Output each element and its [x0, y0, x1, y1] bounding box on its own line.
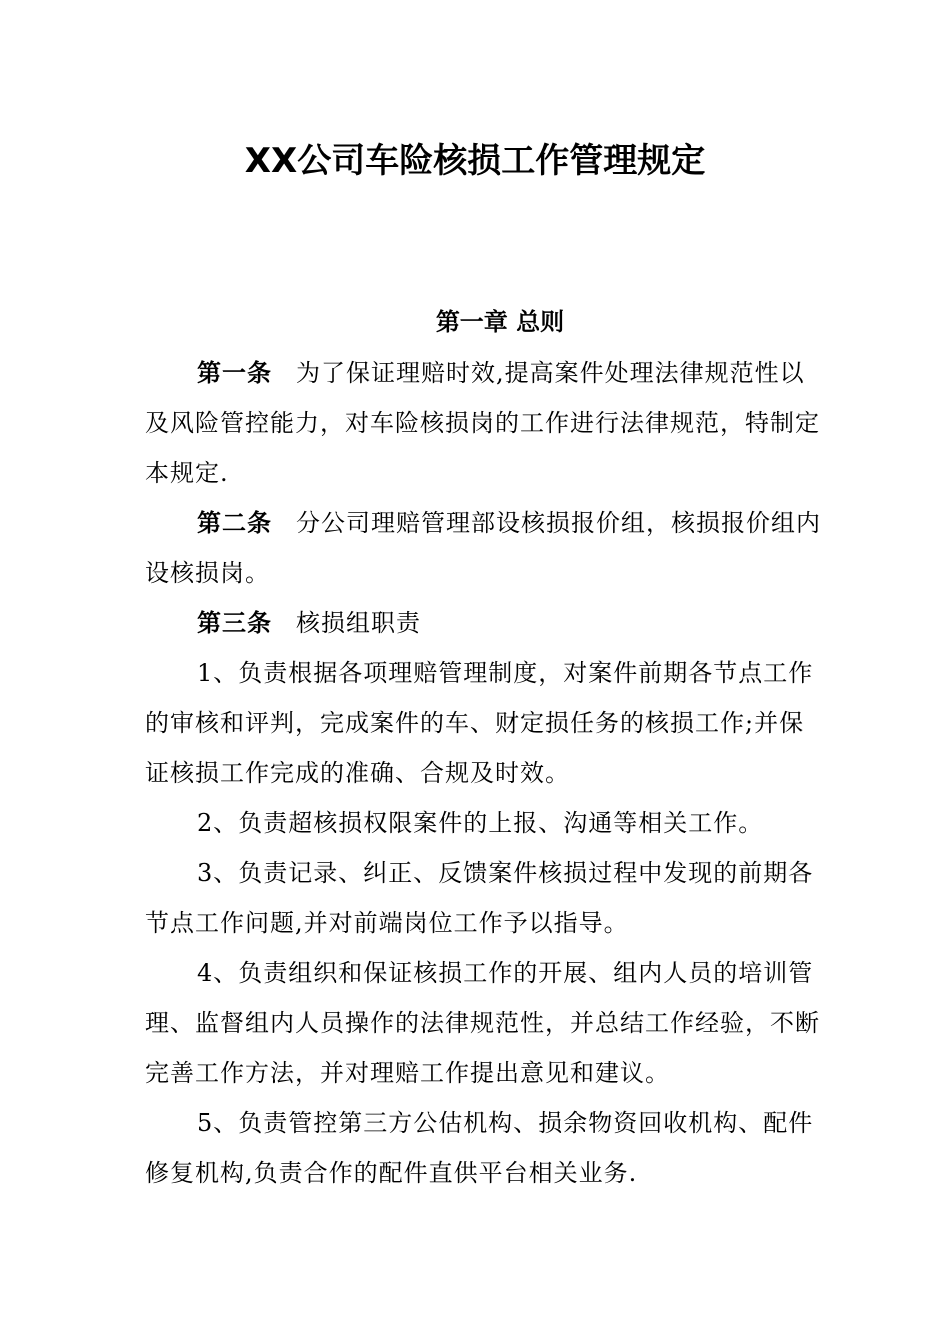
duty-item-3: 3、负责记录、纠正、反馈案件核损过程中发现的前期各节点工作问题,并对前端岗位工作予以指导。 — [145, 859, 814, 937]
article-label: 第一条 — [197, 359, 272, 387]
article-3 — [145, 598, 825, 648]
document-title: XX公司车险核损工作管理规定 — [244, 141, 706, 181]
chapter-heading: 第一章 总则 — [435, 308, 565, 336]
article-1 — [145, 348, 825, 498]
article-label: 第二条 — [197, 509, 272, 537]
duty-item-5: 5、负责管控第三方公估机构、损余物资回收机构、配件修复机构,负责合作的配件直供平台相关业务. — [145, 1109, 814, 1187]
article-text: 分公司理赔管理部设核损报价组，核损报价组内设核损岗。 — [145, 509, 821, 587]
duty-item-4: 4、负责组织和保证核损工作的开展、组内人员的培训管理、监督组内人员操作的法律规范性，并总结工作经验，不断完善工作方法，并对理赔工作提出意见和建议。 — [145, 959, 820, 1087]
article-text: 核损组职责 — [296, 609, 421, 637]
duty-item-1: 1、负责根据各项理赔管理制度，对案件前期各节点工作的审核和评判，完成案件的车、财定损任务的核损工作;并保证核损工作完成的准确、合规及时效。 — [145, 659, 814, 787]
document-body — [145, 348, 825, 1198]
article-2 — [145, 498, 825, 598]
article-label: 第三条 — [197, 609, 272, 637]
article-text: 为了保证理赔时效,提高案件处理法律规范性以及风险管控能力，对车险核损岗的工作进行法律规范，特制定本规定. — [145, 359, 820, 487]
duty-item-2: 2、负责超核损权限案件的上报、沟通等相关工作。 — [197, 809, 764, 837]
